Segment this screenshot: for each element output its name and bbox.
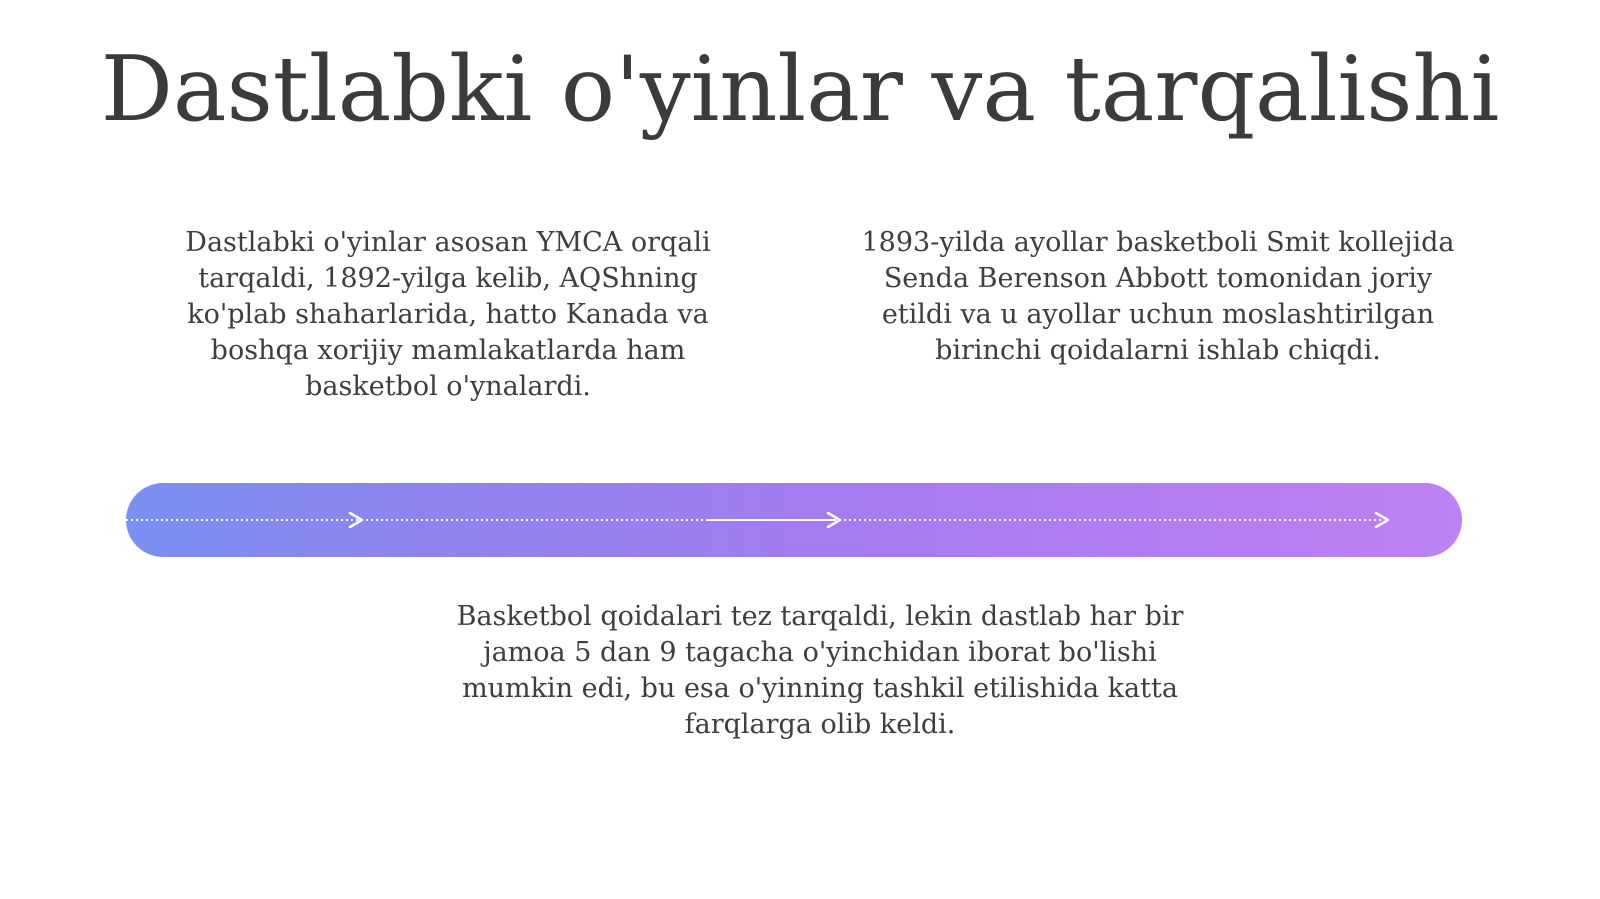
- timeline-bar: [126, 483, 1462, 557]
- slide-title: Dastlabki o'yinlar va tarqalishi: [100, 37, 1500, 142]
- text-block-left: Dastlabki o'yinlar asosan YMCA orqali tarqaldi, 1892-yilga kelib, AQShning ko'plab shaharlarida, hatto Kanada va boshqa xorijiy mamlakatlarda ham basketbol o'ynalardi.: [185, 227, 711, 402]
- text-block-right: 1893-yilda ayollar basketboli Smit kollejida Senda Berenson Abbott tomonidan joriy etildi va u ayollar uchun moslashtirilgan birinchi qoidalarni ishlab chiqdi.: [861, 227, 1455, 366]
- timeline-arrows: [126, 483, 1462, 557]
- text-block-bottom: Basketbol qoidalari tez tarqaldi, lekin dastlab har bir jamoa 5 dan 9 tagacha o'yinchidan iborat bo'lishi mumkin edi, bu esa o'yinning tashkil etilishida katta farqlarga olib keldi.: [456, 601, 1184, 740]
